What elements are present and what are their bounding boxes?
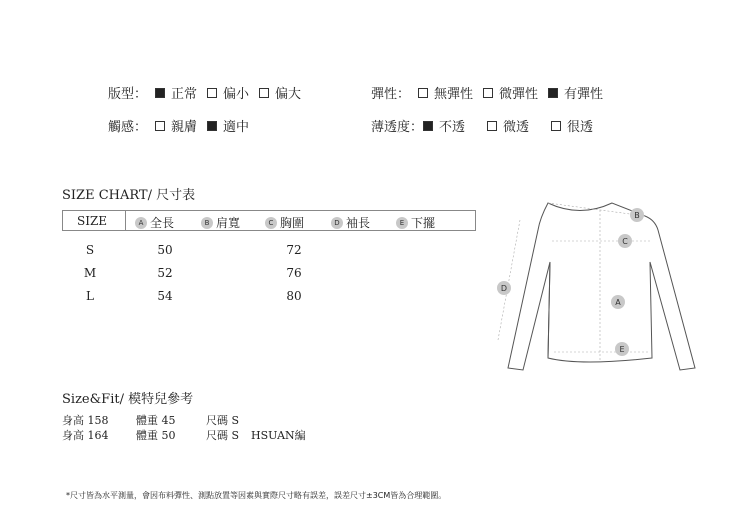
diagram-marker-d: D bbox=[497, 281, 511, 295]
marker-c-icon: C bbox=[265, 217, 277, 229]
column-header-c: C 胸圍 bbox=[265, 214, 304, 231]
model-size: 尺碼 S bbox=[206, 414, 240, 427]
texture-label: 觸感： bbox=[108, 120, 148, 135]
row-length-s: 50 bbox=[157, 243, 173, 257]
column-header-d: D 袖長 bbox=[331, 214, 370, 231]
size-chart-title: SIZE CHART/ 尺寸表 bbox=[62, 188, 196, 203]
model-name: HSUAN編 bbox=[251, 429, 306, 442]
transparency-row bbox=[371, 116, 603, 135]
transparency-label: 薄透度： bbox=[371, 120, 424, 135]
fit-option-small[interactable]: 偏小 bbox=[207, 83, 249, 102]
row-size-m: M bbox=[83, 266, 97, 280]
checkbox-checked-icon bbox=[155, 88, 165, 98]
transparency-option-very[interactable]: 很透 bbox=[551, 116, 593, 135]
row-chest-s: 72 bbox=[286, 243, 302, 257]
fit-option-normal[interactable]: 正常 bbox=[155, 83, 197, 102]
column-header-b: B 肩寬 bbox=[201, 214, 240, 231]
texture-option-skin[interactable]: 親膚 bbox=[155, 116, 197, 135]
transparency-option-opaque[interactable]: 不透 bbox=[423, 116, 465, 135]
checkbox-empty-icon bbox=[207, 88, 217, 98]
measurement-note: *尺寸皆為水平測量，會因布料彈性、測點放置等因素與實際尺寸略有誤差，誤差尺寸±3CM皆為合理範圍。 bbox=[66, 491, 447, 500]
garment-diagram bbox=[490, 190, 705, 375]
texture-row bbox=[108, 116, 259, 135]
model-size: 尺碼 S bbox=[206, 429, 240, 442]
elasticity-option-none[interactable]: 無彈性 bbox=[418, 83, 473, 102]
column-header-a: A 全長 bbox=[135, 214, 174, 231]
model-weight: 體重 45 bbox=[136, 414, 176, 427]
model-row bbox=[62, 427, 306, 443]
diagram-marker-c: C bbox=[618, 234, 632, 248]
fit-type-row bbox=[108, 83, 311, 102]
row-length-l: 54 bbox=[157, 289, 173, 303]
model-row bbox=[62, 412, 239, 428]
checkbox-empty-icon bbox=[551, 121, 561, 131]
marker-b-icon: B bbox=[201, 217, 213, 229]
checkbox-empty-icon bbox=[259, 88, 269, 98]
fit-type-label: 版型： bbox=[108, 87, 148, 102]
row-size-s: S bbox=[85, 243, 95, 257]
checkbox-checked-icon bbox=[423, 121, 433, 131]
row-length-m: 52 bbox=[157, 266, 173, 280]
column-header-e: E 下擺 bbox=[396, 214, 435, 231]
marker-a-icon: A bbox=[135, 217, 147, 229]
fit-option-large[interactable]: 偏大 bbox=[259, 83, 301, 102]
checkbox-checked-icon bbox=[548, 88, 558, 98]
model-height: 身高 164 bbox=[62, 429, 109, 442]
row-chest-l: 80 bbox=[286, 289, 302, 303]
checkbox-empty-icon bbox=[487, 121, 497, 131]
model-height: 身高 158 bbox=[62, 414, 109, 427]
diagram-marker-a: A bbox=[611, 295, 625, 309]
diagram-marker-b: B bbox=[630, 208, 644, 222]
checkbox-empty-icon bbox=[155, 121, 165, 131]
model-weight: 體重 50 bbox=[136, 429, 176, 442]
row-chest-m: 76 bbox=[286, 266, 302, 280]
size-chart-header bbox=[62, 210, 476, 231]
header-divider bbox=[125, 211, 126, 230]
size-fit-title: Size&Fit/ 模特兒參考 bbox=[62, 392, 194, 407]
size-column-header: SIZE bbox=[77, 214, 108, 228]
diagram-marker-e: E bbox=[615, 342, 629, 356]
elasticity-option-slight[interactable]: 微彈性 bbox=[483, 83, 538, 102]
elasticity-row bbox=[371, 83, 613, 102]
checkbox-empty-icon bbox=[483, 88, 493, 98]
marker-d-icon: D bbox=[331, 217, 343, 229]
marker-e-icon: E bbox=[396, 217, 408, 229]
checkbox-checked-icon bbox=[207, 121, 217, 131]
texture-option-medium[interactable]: 適中 bbox=[207, 116, 249, 135]
checkbox-empty-icon bbox=[418, 88, 428, 98]
elasticity-option-yes[interactable]: 有彈性 bbox=[548, 83, 603, 102]
transparency-option-slight[interactable]: 微透 bbox=[487, 116, 529, 135]
elasticity-label: 彈性： bbox=[371, 87, 411, 102]
row-size-l: L bbox=[86, 289, 94, 303]
